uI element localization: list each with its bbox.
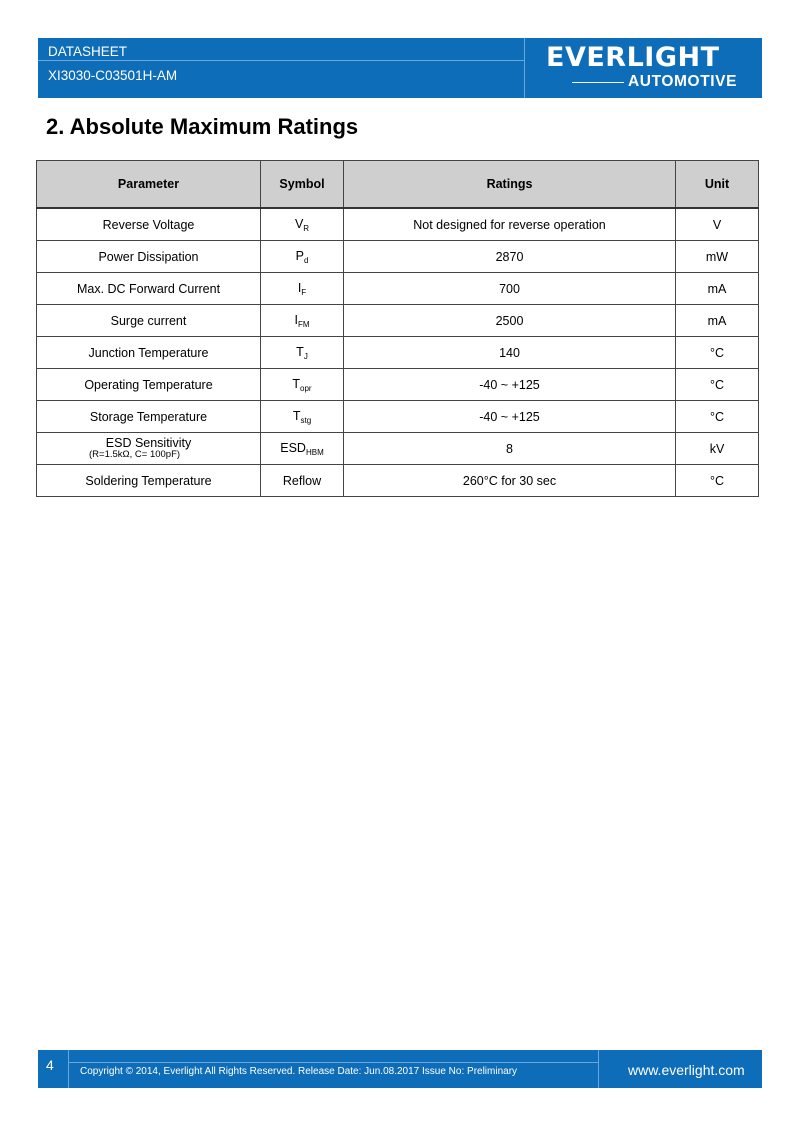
unit-cell: mW	[676, 241, 759, 273]
symbol-subscript: FM	[297, 319, 310, 329]
unit-cell: °C	[676, 369, 759, 401]
brand-rule	[572, 82, 624, 83]
table-header-row	[37, 161, 759, 209]
table-row	[37, 337, 759, 369]
rating-cell: 140	[344, 337, 676, 369]
column-header-ratings: Ratings	[344, 161, 676, 209]
rating-cell: 2500	[344, 305, 676, 337]
symbol-subscript: F	[301, 287, 307, 297]
header-divider-vertical	[524, 38, 525, 98]
parameter-cell: Max. DC Forward Current	[37, 273, 261, 305]
column-header-unit: Unit	[676, 161, 759, 209]
unit-cell: °C	[676, 401, 759, 433]
symbol-base: V	[294, 216, 304, 231]
table-row	[37, 369, 759, 401]
rating-cell: -40 ~ +125	[344, 401, 676, 433]
brand-logo: EVERLIGHT	[546, 42, 720, 73]
rating-cell: -40 ~ +125	[344, 369, 676, 401]
unit-cell: °C	[676, 465, 759, 497]
parameter-cell: Power Dissipation	[37, 241, 261, 273]
unit-cell: mA	[676, 273, 759, 305]
symbol-subscript: stg	[300, 415, 312, 425]
symbol-base: T	[296, 344, 304, 359]
symbol-base: ESD	[280, 440, 306, 455]
symbol-cell	[261, 465, 344, 497]
page-footer	[38, 1050, 762, 1088]
symbol-base: I	[297, 280, 302, 295]
symbol-cell	[261, 208, 344, 241]
footer-rule	[68, 1062, 598, 1063]
parameter-label: ESD Sensitivity	[105, 436, 192, 450]
copyright-notice: Copyright © 2014, Everlight All Rights Reserved. Release Date: Jun.08.2017 Issue No: Preliminary	[80, 1066, 518, 1077]
parameter-cell: Operating Temperature	[37, 369, 261, 401]
column-header-parameter: Parameter	[37, 161, 261, 209]
rating-cell: 2870	[344, 241, 676, 273]
table-row	[37, 208, 759, 241]
parameter-cell: Reverse Voltage	[37, 208, 261, 241]
symbol-base: I	[294, 312, 298, 327]
footer-divider	[68, 1050, 69, 1088]
symbol-cell	[261, 273, 344, 305]
rating-cell: 260°C for 30 sec	[344, 465, 676, 497]
rating-cell: 700	[344, 273, 676, 305]
table-row	[37, 241, 759, 273]
page-number: 4	[46, 1057, 54, 1073]
symbol-cell	[261, 401, 344, 433]
parameter-note: (R=1.5kΩ, C= 100pF)	[89, 449, 181, 460]
website-link[interactable]: www.everlight.com	[628, 1062, 745, 1078]
footer-divider	[598, 1050, 599, 1088]
symbol-subscript: HBM	[305, 447, 324, 457]
symbol-cell	[261, 369, 344, 401]
unit-cell: V	[676, 208, 759, 241]
column-header-symbol: Symbol	[261, 161, 344, 209]
parameter-cell: Surge current	[37, 305, 261, 337]
table-row	[37, 273, 759, 305]
absolute-maximum-ratings-table	[36, 160, 759, 497]
unit-cell: °C	[676, 337, 759, 369]
parameter-cell: Storage Temperature	[37, 401, 261, 433]
unit-cell: kV	[676, 433, 759, 465]
parameter-cell: Junction Temperature	[37, 337, 261, 369]
symbol-subscript: opr	[300, 383, 312, 393]
section-title: 2. Absolute Maximum Ratings	[46, 114, 359, 139]
page-header	[38, 38, 762, 98]
table-row	[37, 305, 759, 337]
symbol-subscript: d	[303, 255, 309, 265]
brand-subtitle: AUTOMOTIVE	[628, 73, 738, 90]
table-row	[37, 433, 759, 465]
symbol-base: T	[292, 376, 301, 391]
symbol-cell	[261, 241, 344, 273]
document-type: DATASHEET	[48, 44, 128, 59]
parameter-cell	[37, 433, 261, 465]
symbol-subscript: J	[303, 351, 308, 361]
symbol-base: Reflow	[282, 473, 322, 488]
parameter-cell: Soldering Temperature	[37, 465, 261, 497]
unit-cell: mA	[676, 305, 759, 337]
rating-cell: Not designed for reverse operation	[344, 208, 676, 241]
symbol-cell	[261, 337, 344, 369]
rating-cell: 8	[344, 433, 676, 465]
symbol-subscript: R	[303, 223, 310, 233]
symbol-base: T	[292, 408, 301, 423]
symbol-cell	[261, 433, 344, 465]
part-number: XI3030-C03501H-AM	[48, 68, 178, 83]
symbol-base: P	[295, 248, 304, 263]
table-row	[37, 401, 759, 433]
symbol-cell	[261, 305, 344, 337]
table-row	[37, 465, 759, 497]
header-divider	[38, 60, 524, 61]
